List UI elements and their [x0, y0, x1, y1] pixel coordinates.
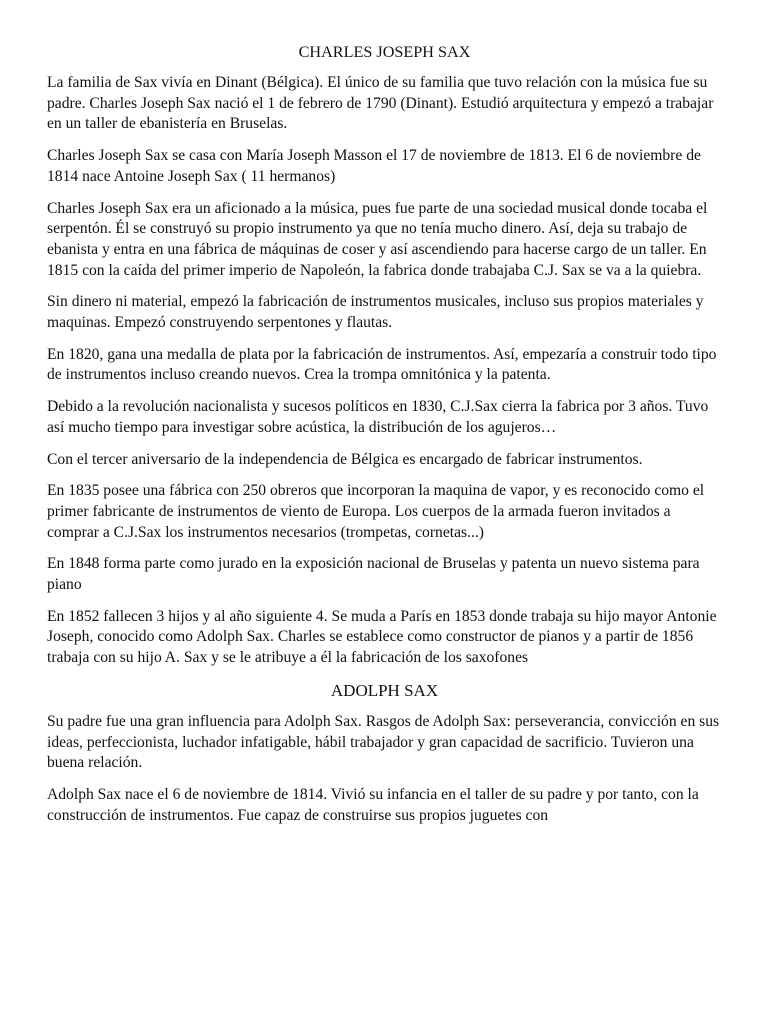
section-title-adolph: ADOLPH SAX — [330, 680, 439, 700]
paragraph: En 1835 posee una fábrica con 250 obreros que incorporan la maquina de vapor, y es reconocido como el primer fabricante de instrumentos de viento de Europa. Los cuerpos de la armada fueron invitados a comprar a C.J.Sax los instrumentos necesarios (trompetas, cornetas...) — [47, 482, 705, 541]
paragraph: Charles Joseph Sax se casa con María Joseph Masson el 17 de noviembre de 1813. El 6 de noviembre de 1814 nace Antoine Joseph Sax ( 11 hermanos) — [47, 147, 701, 185]
paragraph: La familia de Sax vivía en Dinant (Bélgica). El único de su familia que tuvo relación con la música fue su padre. Charles Joseph Sax nació el 1 de febrero de 1790 (Dinant). Estudió arquitectura y empezó a trabajar en un taller de ebanistería en Bruselas. — [47, 74, 714, 133]
paragraph: Charles Joseph Sax era un aficionado a la música, pues fue parte de una sociedad musical donde tocaba el serpentón. Él se construyó su propio instrumento ya que no tenía mucho dinero. Así, deja su trabajo de ebanista y entra en una fábrica de máquinas de coser y así ascendiendo para hacerse cargo de un taller. En 1815 con la caída del primer imperio de Napoleón, la fabrica donde trabajaba C.J. Sax se va a la quiebra. — [47, 199, 708, 279]
paragraph: En 1848 forma parte como jurado en la exposición nacional de Bruselas y patenta un nuevo sistema para piano — [47, 555, 700, 594]
document-page — [47, 42, 722, 837]
paragraph: En 1820, gana una medalla de plata por la fabricación de instrumentos. Así, empezaría a construir todo tipo de instrumentos incluso creando nuevos. Crea la trompa omnitónica y la patenta. — [47, 345, 717, 384]
paragraph: Su padre fue una gran influencia para Adolph Sax. Rasgos de Adolph Sax: perseverancia, convicción en sus ideas, perfeccionista, luchador infatigable, hábil trabajador y gran capacidad de sacrificio. Tuvieron una buena relación. — [47, 712, 720, 772]
paragraph: Con el tercer aniversario de la independencia de Bélgica es encargado de fabricar instrumentos. — [47, 450, 643, 468]
paragraph: Sin dinero ni material, empezó la fabricación de instrumentos musicales, incluso sus propios materiales y maquinas. Empezó construyendo serpentones y flautas. — [47, 293, 704, 332]
paragraph: Debido a la revolución nacionalista y sucesos políticos en 1830, C.J.Sax cierra la fabrica por 3 años. Tuvo así mucho tiempo para investigar sobre acústica, la distribución de los agujeros… — [47, 398, 709, 436]
section-title-charles: CHARLES JOSEPH SAX — [298, 43, 471, 61]
paragraph: En 1852 fallecen 3 hijos y al año siguiente 4. Se muda a París en 1853 donde trabaja su hijo mayor Antonie Joseph, conocido como Adolph Sax. Charles se establece como constructor de pianos y a partir de 1856 trabaja con su hijo A. Sax y se le atribuye a él la fabricación de los saxofones — [47, 607, 717, 667]
paragraph: Adolph Sax nace el 6 de noviembre de 1814. Vivió su infancia en el taller de su padre y por tanto, con la construcción de instrumentos. Fue capaz de construirse sus propios juguetes con — [47, 785, 699, 824]
